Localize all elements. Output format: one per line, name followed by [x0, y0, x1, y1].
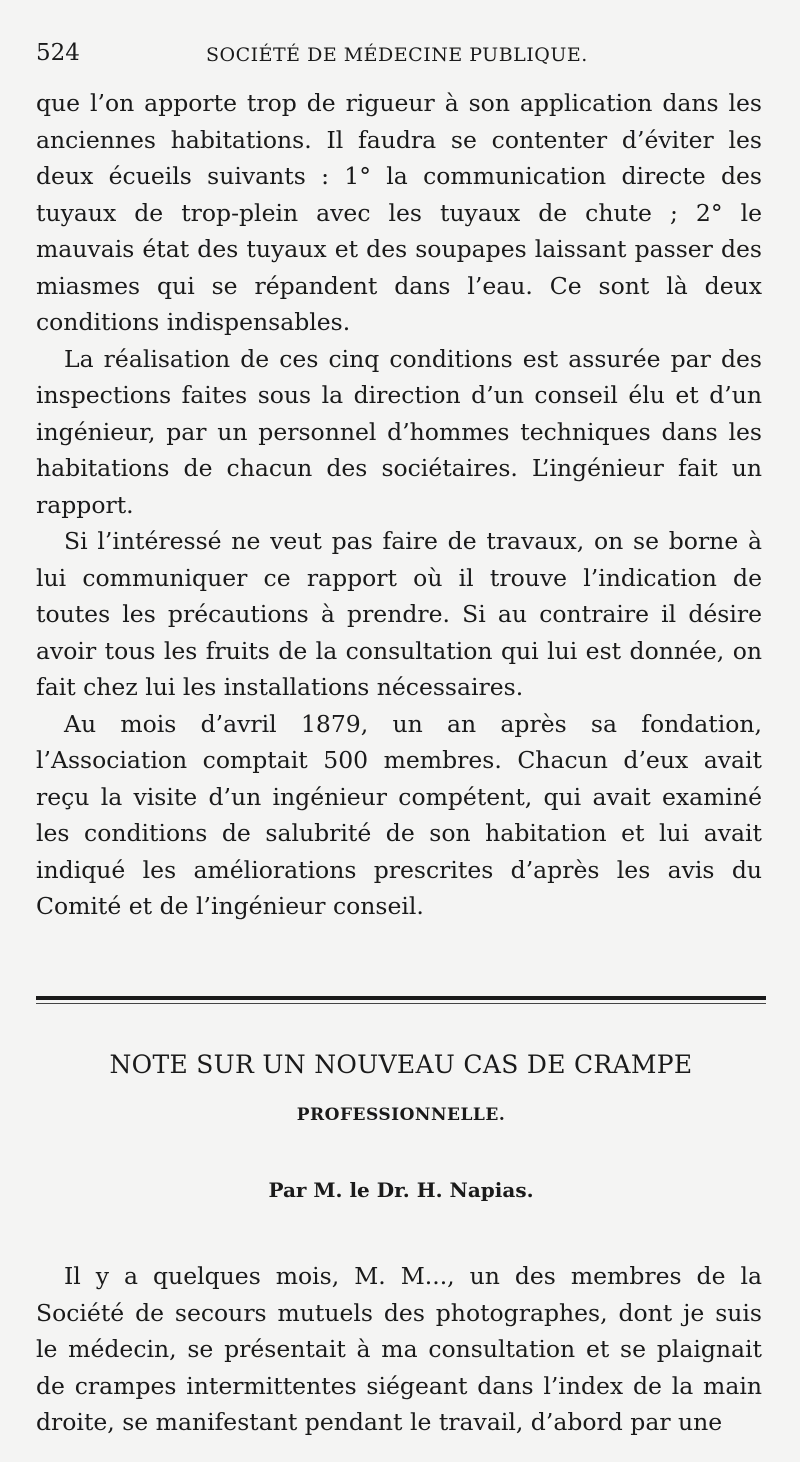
paragraph: Si l’intéressé ne veut pas faire de travaux, on se borne à lui communiquer ce rapport où il trouve l’indication de toutes les précautions à prendre. Si au contraire il désire avoir tous les fruits de la consultation qui lui est donnée, on fait chez lui les installations nécessaires.	[36, 527, 762, 701]
paragraph: Il y a quelques mois, M. M..., un des membres de la Société de secours mutuels des photographes, dont je suis le médecin, se présentait à ma consultation et se plaignait de crampes intermittentes siégeant dans l’index de la main droite, se manifestant pendant le travail, d’abord par une	[36, 1262, 762, 1436]
article-title-continued: PROFESSIONNELLE.	[296, 1105, 506, 1125]
article-body	[36, 1258, 762, 1441]
article-title: NOTE SUR UN NOUVEAU CAS DE CRAMPE	[109, 1050, 693, 1079]
article-byline: Par M. le Dr. H. Napias.	[268, 1178, 534, 1202]
paragraph: que l’on apporte trop de rigueur à son application dans les anciennes habitations. Il faudra se contenter d’éviter les deux écueils suivants : 1° la communication directe des tuyaux de trop-plein avec les tuyaux de chute ; 2° le mauvais état des tuyaux et des soupapes laissant passer des miasmes qui se répandent dans l’eau. Ce sont là deux conditions indispensables.	[36, 89, 762, 336]
paragraph: La réalisation de ces cinq conditions est assurée par des inspections faites sous la direction d’un conseil élu et d’un ingénieur, par un personnel d’hommes techniques dans les habitations de chacun des sociétaires. L’ingénieur fait un rapport.	[36, 344, 762, 519]
page-number: 524	[36, 40, 80, 66]
running-title: SOCIÉTÉ DE MÉDECINE PUBLIQUE.	[206, 44, 588, 66]
section-divider-thin	[36, 1003, 766, 1004]
body-text	[36, 85, 762, 925]
paragraph: Au mois d’avril 1879, un an après sa fondation, l’Association comptait 500 membres. Chacun d’eux avait reçu la visite d’un ingénieur compétent, qui avait examiné les conditions de salubrité de son habitation et lui avait indiqué les améliorations prescrites d’après les avis du Comité et de l’ingénieur conseil.	[36, 709, 762, 920]
section-divider	[36, 996, 766, 1000]
page-header	[36, 40, 776, 74]
